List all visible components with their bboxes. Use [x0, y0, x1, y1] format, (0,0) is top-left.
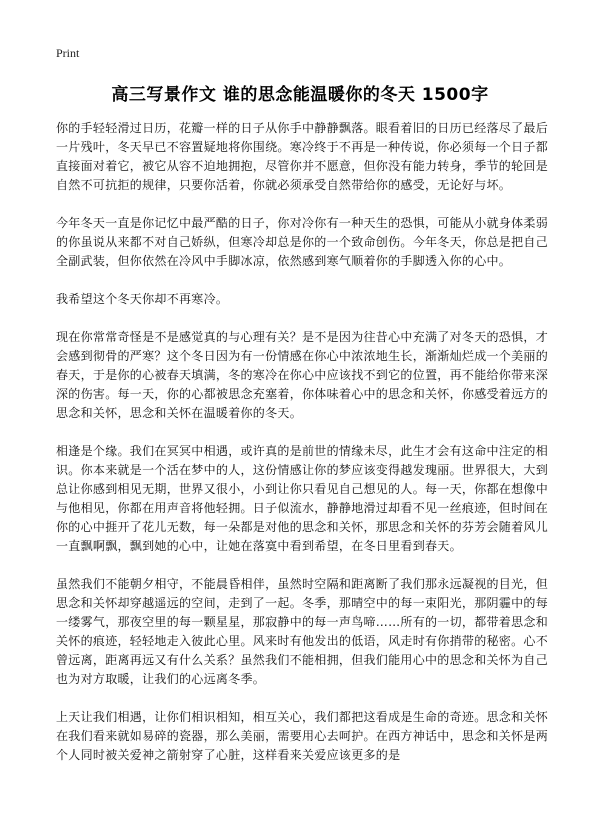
paragraph-4: 现在你常常奇怪是不是感觉真的与心理有关？是不是因为往昔心中充满了对冬天的恐惧，才会感到彻骨的严寒？这个冬日因为有一份情感在你心中浓浓地生长，渐渐灿烂成一个美丽的春天，于是你的心被春天填满，冬的寒冷在你心中应该找不到它的位置，再不能给你带来深深的伤害。每一天，你的心都被思念充塞着，你体味着心中的思念和关怀，你感受着远方的思念和关怀，思念和关怀在温暖着你的冬天。 [56, 330, 549, 420]
article-body [56, 119, 548, 784]
print-link[interactable]: Print [56, 46, 80, 60]
article-title: 高三写景作文 谁的思念能温暖你的冬天 1500字 [111, 85, 489, 105]
paragraph-7: 上天让我们相遇，让你们相识相知，相互关心，我们都把这看成是生命的奇迹。思念和关怀在我们看来就如易碎的瓷器，那么美丽，需要用心去呵护。在西方神话中，思念和关怀是两个人同时被关爱神之箭射穿了心脏，这样看来关爱应该更多的是 [56, 710, 549, 762]
paragraph-5: 相逢是个缘。我们在冥冥中相遇，或许真的是前世的情缘未尽，此生才会有这命中注定的相识。你本来就是一个活在梦中的人，这份情感让你的梦应该变得越发瑰丽。世界很大，大到总让你感到相见无期，世界又很小，小到让你只看见自己想见的人。每一天，你都在想像中与他相见，你都在用声音将他轻拥。日子似流水，静静地滑过却看不见一丝痕迹，但时间在你的心中捱开了花儿无数，每一朵都是对他的思念和关怀，那思念和关怀的芬芳会随着风儿一直飘啊飘，飘到她的心中，让她在落寞中看到希望，在冬日里看到春天。 [56, 444, 549, 553]
paragraph-3: 我希望这个冬天你却不再寒冷。 [56, 292, 229, 306]
paragraph-2: 今年冬天一直是你记忆中最严酷的日子，你对冷你有一种天生的恐惧，可能从小就身体柔弱的你虽说从来都不对自己娇纵，但寒冷却总是你的一个致命创伤。今年冬天，你总是把自己全副武装，但你依然在冷风中手脚冰凉，依然感到寒气顺着你的手脚透入你的心中。 [56, 216, 549, 268]
paragraph-1: 你的手轻轻滑过日历，花瓣一样的日子从你手中静静飘落。眼看着旧的日历已经落尽了最后一片残叶，冬天早已不容置疑地将你围绕。寒冷终于不再是一种传说，你必须每一个日子都直接面对着它，被它从容不迫地拥抱，尽管你并不愿意，但你没有能力转身，季节的轮回是自然不可抗拒的规律，只要你活着，你就必须承受自然带给你的感受，无论好与坏。 [56, 121, 549, 192]
paragraph-6: 虽然我们不能朝夕相守，不能晨昏相伴，虽然时空隔和距离断了我们那永远凝视的目光，但思念和关怀却穿越遥远的空间，走到了一起。冬季，那晴空中的每一束阳光，那阴霾中的每一缕雾气，那夜空里的每一颗星星，那寂静中的每一声鸟啼……所有的一切，都带着思念和关怀的痕迹，轻轻地走入彼此心里。风来时有他发出的低语，风走时有你捎带的秘密。心不曾远离，距离再远又有什么关系？虽然我们不能相拥，但我们能用心中的思念和关怀为自己也为对方取暖，让我们的心远离冬季。 [56, 577, 549, 686]
